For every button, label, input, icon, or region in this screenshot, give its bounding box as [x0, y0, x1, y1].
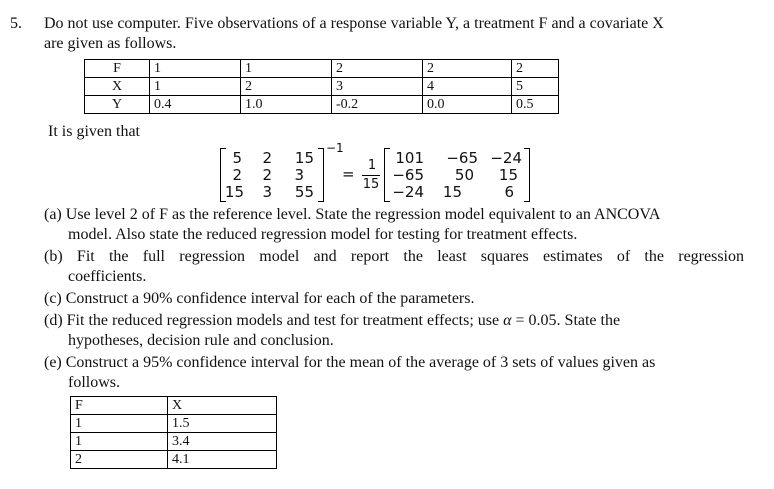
- matrix-left-cell: 55: [294, 183, 314, 201]
- part-e-line-1: (e) Construct a 95% confidence interval for the mean of the average of 3 sets of values given as: [44, 354, 656, 371]
- table-cell: 1: [241, 60, 332, 78]
- matrix-left-cell: 3: [294, 166, 304, 184]
- alpha-symbol: α: [503, 312, 512, 329]
- matrix-right-cell: 50: [454, 166, 474, 184]
- row-label-x: X: [85, 78, 150, 96]
- table-cell: 1: [150, 60, 241, 78]
- given-text: It is given that: [48, 123, 140, 140]
- table-cell: 3.4: [168, 433, 277, 451]
- matrix-left-cell: 15: [224, 183, 244, 201]
- table-cell: 1: [150, 78, 241, 96]
- table-cell: 0.0: [423, 96, 512, 114]
- table-header-row: [71, 397, 277, 415]
- problem-intro-line-2: are given as follows.: [44, 35, 177, 52]
- data-table: [84, 59, 559, 114]
- table-cell: 1: [71, 415, 168, 433]
- table-cell: 3: [332, 78, 423, 96]
- matrix-left-cell: 2: [262, 149, 272, 167]
- table-row: [85, 60, 559, 78]
- part-d-line-2: hypotheses, decision rule and conclusion.: [68, 332, 334, 349]
- matrix-left-cell: 2: [262, 166, 272, 184]
- equals-sign: =: [342, 165, 355, 183]
- table-cell: 0.5: [512, 96, 559, 114]
- table-cell: 2: [512, 60, 559, 78]
- part-b-line-1: (b) Fit the full regression model and report the least squares estimates of the regression: [44, 248, 744, 265]
- table-cell: 2: [423, 60, 512, 78]
- matrix-left-cell: 3: [262, 183, 272, 201]
- part-a-line-1: (a) Use level 2 of F as the reference level. State the regression model equivalent to an ANCOVA: [44, 206, 661, 223]
- matrix-left-cell: 15: [294, 149, 314, 167]
- column-header-x: X: [168, 397, 277, 415]
- fraction-numerator: 1: [367, 158, 377, 173]
- matrix-right-cell: −24: [392, 183, 424, 201]
- table-cell: 4.1: [168, 451, 277, 469]
- matrix-right-cell: −65: [446, 149, 478, 167]
- part-c-line-1: (c) Construct a 90% confidence interval for each of the parameters.: [44, 290, 475, 307]
- part-b-line-2: coefficients.: [68, 268, 147, 285]
- table-cell: 1: [71, 433, 168, 451]
- matrix-right-cell: 15: [498, 166, 518, 184]
- table-row: [85, 96, 559, 114]
- matrix-right-cell: −65: [392, 166, 424, 184]
- row-label-y: Y: [85, 96, 150, 114]
- fraction-bar: [362, 175, 380, 176]
- part-d-text-start: (d) Fit the reduced regression models and test for treatment effects; use: [44, 312, 500, 329]
- table-cell: 1.5: [168, 415, 277, 433]
- fraction-denominator: 15: [362, 177, 380, 192]
- table-cell: 0.4: [150, 96, 241, 114]
- table-row: [71, 433, 277, 451]
- row-label-f: F: [85, 60, 150, 78]
- table-row: [71, 415, 277, 433]
- right-matrix-close-bracket: [524, 148, 530, 202]
- table-cell: 4: [423, 78, 512, 96]
- matrix-right-cell: 15: [442, 183, 462, 201]
- matrix-right-cell: 6: [504, 183, 514, 201]
- table-cell: 2: [71, 451, 168, 469]
- inverse-exponent: −1: [326, 141, 344, 155]
- part-e-line-2: follows.: [68, 374, 120, 391]
- table-cell: 2: [241, 78, 332, 96]
- matrix-left-cell: 5: [232, 149, 242, 167]
- table-cell: 1.0: [241, 96, 332, 114]
- part-d-text-end: = 0.05. State the: [515, 312, 621, 329]
- left-matrix-close-bracket: [318, 148, 324, 202]
- table-row: [85, 78, 559, 96]
- problem-number: 5.: [10, 15, 22, 32]
- matrix-right-cell: 101: [395, 149, 424, 167]
- new-values-table: [70, 396, 277, 469]
- part-d-line-1: [44, 312, 620, 330]
- table-cell: 5: [512, 78, 559, 96]
- problem-intro-line-1: Do not use computer. Five observations of a response variable Y, a treatment F and a covariate X: [44, 15, 664, 32]
- matrix-right-cell: −24: [490, 149, 522, 167]
- column-header-f: F: [71, 397, 168, 415]
- matrix-left-cell: 2: [232, 166, 242, 184]
- part-a-line-2: model. Also state the reduced regression model for testing for treatment effects.: [68, 226, 578, 243]
- table-cell: -0.2: [332, 96, 423, 114]
- table-cell: 2: [332, 60, 423, 78]
- table-row: [71, 451, 277, 469]
